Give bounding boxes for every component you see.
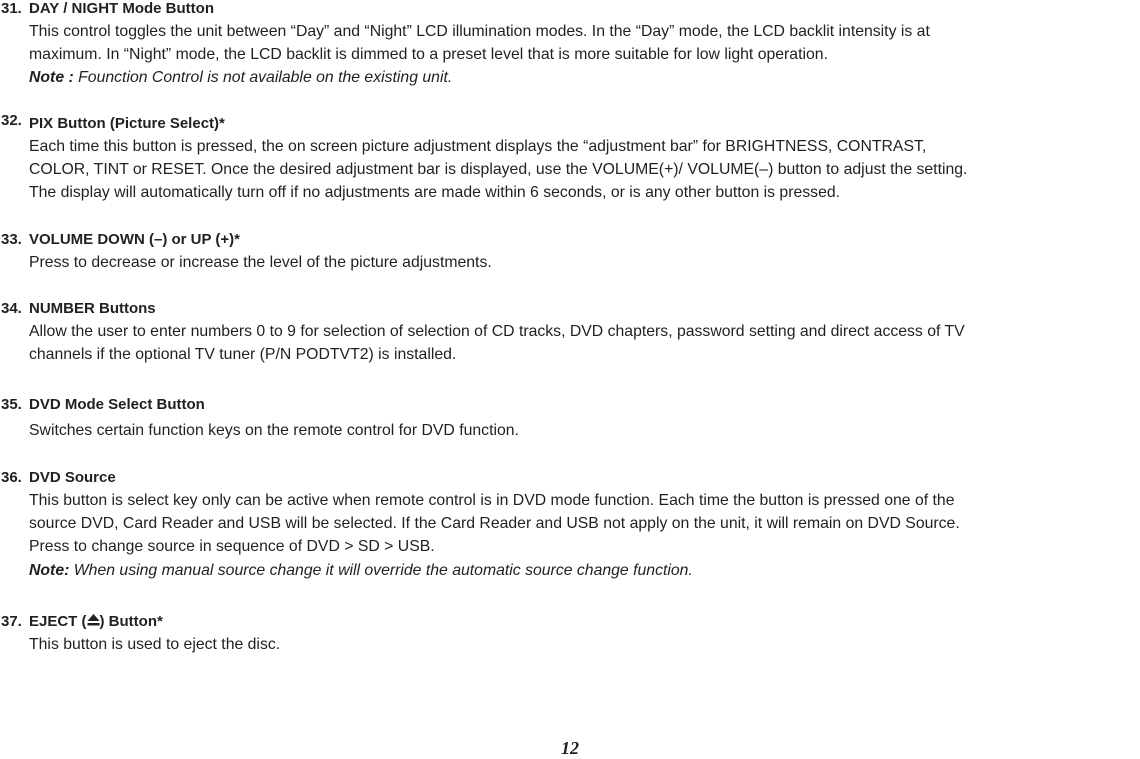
body-line: Press to decrease or increase the level of the picture adjustments. [29,254,492,271]
item-heading: PIX Button (Picture Select)* [29,115,225,132]
page-number: 12 [561,738,579,758]
body-line: channels if the optional TV tuner (P/N PODTVT2) is installed. [29,346,457,364]
item-number: 34. [1,300,22,317]
heading-prefix: EJECT ( [29,613,87,630]
note-line [29,66,1140,89]
note-text: Founction Control is not available on the existing unit. [73,69,453,87]
item-heading: DVD Mode Select Button [29,396,205,413]
item-body [29,20,1140,90]
body-line: Press to change source in sequence of DVD > SD > USB. [29,538,435,556]
body-line: The display will automatically turn off if no adjustments are made within 6 seconds, or is any other button is pressed. [29,184,841,202]
item-number: 37. [1,613,22,630]
body-line: Switches certain function keys on the remote control for DVD function. [29,422,519,439]
item-number: 35. [1,396,22,413]
item-number: 31. [1,0,22,17]
item-heading: NUMBER Buttons [29,300,156,317]
body-line: Allow the user to enter numbers 0 to 9 for selection of selection of CD tracks, DVD chapters, password setting and direct access of TV [29,323,965,340]
note-text: When using manual source change it will override the automatic source change function. [69,561,693,579]
item-body [29,419,1140,442]
item-body [29,135,1140,205]
item-body [29,489,1140,582]
item-number: 33. [1,231,22,248]
body-line: source DVD, Card Reader and USB will be selected. If the Card Reader and USB not apply on the unit, it will remain on DVD Source. [29,515,960,533]
body-line: Each time this button is pressed, the on screen picture adjustment displays the “adjustment bar” for BRIGHTNESS, CONTRAST, [29,138,927,155]
body-line: maximum. In “Night” mode, the LCD backlit is dimmed to a preset level that is more suitable for low light operation. [29,46,828,64]
note-label: Note: [29,561,70,579]
body-line: COLOR, TINT or RESET. Once the desired adjustment bar is displayed, use the VOLUME(+)/ VOLUME(–) button to adjust the setting. [29,161,968,179]
body-line: This button is select key only can be active when remote control is in DVD mode function. Each time the button is pressed one of the [29,492,955,509]
item-body [29,320,1140,366]
item-body [29,633,1140,656]
eject-icon [87,611,100,625]
item-heading: DVD Source [29,469,116,486]
item-heading [29,610,163,633]
note-label: Note : [29,69,74,87]
note-line [29,559,1140,582]
item-number: 36. [1,469,22,486]
body-line: This control toggles the unit between “Day” and “Night” LCD illumination modes. In the “Day” mode, the LCD backlit intensity is at [29,23,930,40]
item-heading: DAY / NIGHT Mode Button [29,0,214,17]
heading-suffix: ) Button* [99,613,163,630]
item-number: 32. [1,112,22,129]
item-body [29,251,1140,274]
body-line: This button is used to eject the disc. [29,636,281,653]
item-heading: VOLUME DOWN (–) or UP (+)* [29,231,240,248]
